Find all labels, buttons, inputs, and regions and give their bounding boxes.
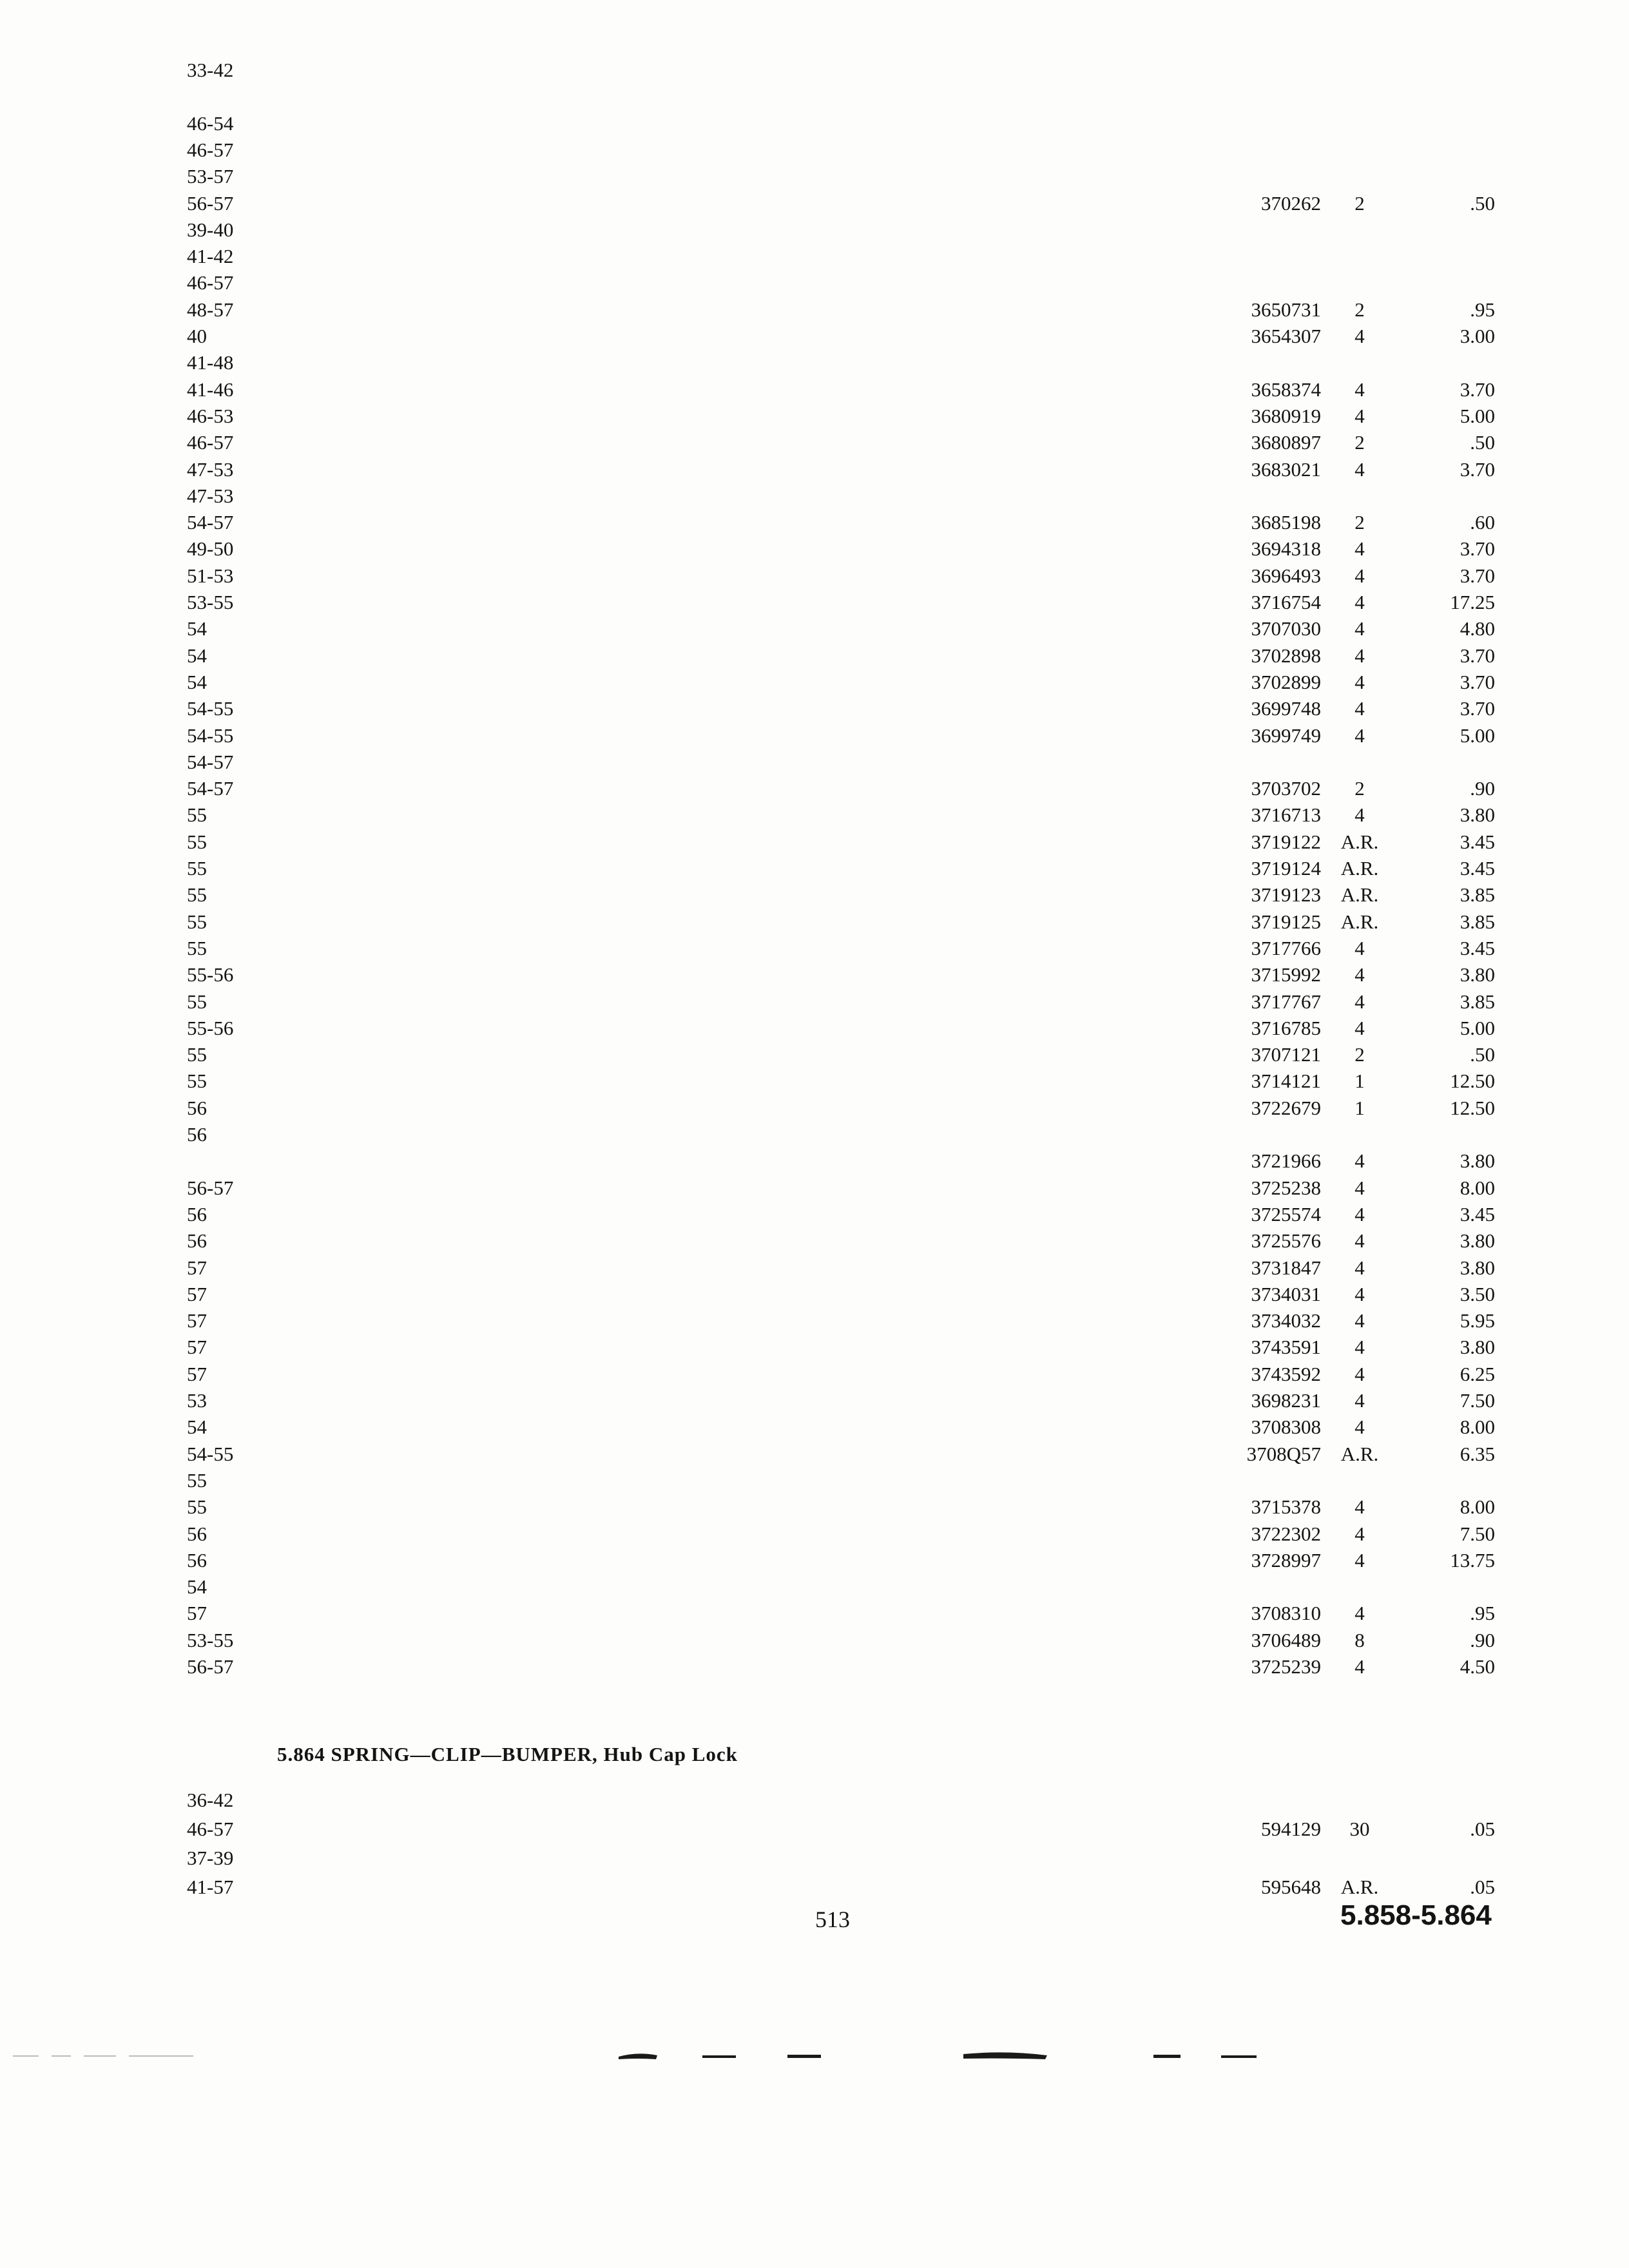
row-quantity: 2 <box>1354 511 1365 534</box>
row-quantity: 4 <box>1354 1522 1365 1545</box>
catalog-row <box>187 1121 1495 1148</box>
row-quantity: 4 <box>1354 1229 1365 1253</box>
row-part-number: 3716785 <box>1251 1016 1321 1039</box>
row-price: 3.70 <box>1460 644 1495 667</box>
row-quantity: 2 <box>1354 431 1365 454</box>
catalog-row <box>187 589 1495 615</box>
row-quantity: 4 <box>1354 1202 1365 1225</box>
row-years: 56 <box>187 1548 207 1571</box>
catalog-row <box>187 456 1495 483</box>
row-price: 8.00 <box>1460 1416 1495 1439</box>
catalog-row <box>187 216 1495 243</box>
row-years: 39-40 <box>187 218 234 241</box>
row-years: 55 <box>187 830 207 853</box>
row-quantity: 1 <box>1354 1070 1365 1093</box>
row-quantity: 4 <box>1354 697 1365 720</box>
catalog-row <box>187 57 1495 83</box>
catalog-row <box>187 1414 1495 1440</box>
row-part-number: 3716754 <box>1251 591 1321 613</box>
catalog-row <box>187 961 1495 988</box>
row-price: 3.45 <box>1460 936 1495 959</box>
row-quantity: 8 <box>1354 1628 1365 1651</box>
row-years: 54 <box>187 644 207 667</box>
catalog-row <box>187 749 1495 775</box>
row-part-number: 594129 <box>1261 1818 1321 1840</box>
row-quantity: 4 <box>1354 1362 1365 1385</box>
row-part-number: 3694318 <box>1251 537 1321 561</box>
row-price: 3.80 <box>1460 963 1495 986</box>
row-years: 37-39 <box>187 1847 234 1869</box>
catalog-row <box>187 163 1495 189</box>
catalog-row <box>187 1653 1495 1680</box>
row-price: .90 <box>1470 777 1495 800</box>
row-quantity: 4 <box>1354 378 1365 401</box>
row-price: 3.80 <box>1460 1229 1495 1253</box>
row-part-number: 3708310 <box>1251 1602 1321 1625</box>
row-part-number: 3699748 <box>1251 697 1321 720</box>
row-part-number: 3734032 <box>1251 1309 1321 1332</box>
row-quantity: 2 <box>1354 1043 1365 1066</box>
row-quantity: 4 <box>1354 564 1365 587</box>
catalog-row <box>187 1787 1495 1813</box>
row-quantity: 4 <box>1354 1602 1365 1625</box>
row-years: 57 <box>187 1336 207 1359</box>
row-part-number: 3680919 <box>1251 404 1321 427</box>
catalog-row <box>187 1175 1495 1201</box>
row-years: 33-42 <box>187 59 234 81</box>
row-part-number: 3719122 <box>1251 830 1321 853</box>
row-years: 57 <box>187 1282 207 1305</box>
row-price: 3.85 <box>1460 990 1495 1013</box>
row-price: .05 <box>1470 1818 1495 1840</box>
row-years: 57 <box>187 1309 207 1332</box>
row-quantity: 4 <box>1354 1309 1365 1332</box>
row-price: .50 <box>1470 431 1495 454</box>
row-part-number: 3658374 <box>1251 378 1321 401</box>
row-part-number: 3708Q57 <box>1246 1442 1321 1465</box>
catalog-row <box>187 137 1495 163</box>
catalog-row <box>187 908 1495 935</box>
row-years: 46-54 <box>187 111 234 135</box>
row-years: 54 <box>187 670 207 693</box>
catalog-row <box>187 1095 1495 1121</box>
row-years: 56 <box>187 1123 207 1146</box>
row-years: 54-55 <box>187 1442 234 1465</box>
row-price: .95 <box>1470 298 1495 321</box>
row-price: 3.70 <box>1460 670 1495 693</box>
row-quantity: A.R. <box>1340 1442 1379 1465</box>
row-years: 55 <box>187 803 207 827</box>
row-quantity: 4 <box>1354 1495 1365 1519</box>
catalog-row <box>187 1573 1495 1600</box>
row-years: 46-57 <box>187 138 234 161</box>
row-price: 3.80 <box>1460 1256 1495 1279</box>
row-price: .50 <box>1470 1043 1495 1066</box>
catalog-row <box>187 1627 1495 1653</box>
catalog-row <box>187 1281 1495 1307</box>
row-price: 3.45 <box>1460 857 1495 879</box>
row-part-number: 3706489 <box>1251 1628 1321 1651</box>
row-quantity: 4 <box>1354 1256 1365 1279</box>
row-price: .60 <box>1470 511 1495 534</box>
row-years: 56-57 <box>187 191 234 215</box>
row-price: .90 <box>1470 1628 1495 1651</box>
row-price: 3.80 <box>1460 803 1495 827</box>
row-part-number: 3685198 <box>1251 511 1321 534</box>
row-part-number: 3707030 <box>1251 617 1321 640</box>
catalog-row <box>187 935 1495 961</box>
row-part-number: 3702899 <box>1251 670 1321 693</box>
row-quantity: 2 <box>1354 777 1365 800</box>
row-years: 46-57 <box>187 431 234 454</box>
row-part-number: 3743592 <box>1251 1362 1321 1385</box>
section-heading: 5.864 SPRING—CLIP—BUMPER, Hub Cap Lock <box>277 1743 738 1765</box>
row-years: 41-46 <box>187 378 234 401</box>
row-price: .50 <box>1470 191 1495 215</box>
row-years: 57 <box>187 1602 207 1625</box>
row-price: 5.95 <box>1460 1309 1495 1332</box>
row-years: 54-57 <box>187 750 234 773</box>
row-price: 3.80 <box>1460 1149 1495 1173</box>
page-number: 513 <box>815 1907 850 1932</box>
row-price: 5.00 <box>1460 724 1495 747</box>
catalog-row <box>187 190 1495 216</box>
row-price: 5.00 <box>1460 1016 1495 1039</box>
row-price: 3.70 <box>1460 457 1495 481</box>
row-years: 57 <box>187 1362 207 1385</box>
catalog-row <box>187 1254 1495 1281</box>
row-years: 51-53 <box>187 564 234 587</box>
row-quantity: A.R. <box>1340 1876 1379 1898</box>
row-years: 55 <box>187 1495 207 1519</box>
row-price: 3.85 <box>1460 910 1495 933</box>
row-part-number: 3696493 <box>1251 564 1321 587</box>
catalog-row <box>187 775 1495 802</box>
catalog-row <box>187 695 1495 722</box>
row-years: 55 <box>187 1468 207 1492</box>
row-part-number: 3722679 <box>1251 1096 1321 1119</box>
row-price: 3.50 <box>1460 1282 1495 1305</box>
row-price: .05 <box>1470 1876 1495 1898</box>
row-quantity: 2 <box>1354 298 1365 321</box>
row-years: 46-53 <box>187 404 234 427</box>
catalog-row <box>187 1227 1495 1254</box>
row-part-number: 3715378 <box>1251 1495 1321 1519</box>
catalog-row <box>187 1874 1495 1900</box>
catalog-row <box>187 562 1495 589</box>
row-price: 3.70 <box>1460 378 1495 401</box>
row-part-number: 3725574 <box>1251 1202 1321 1225</box>
row-years: 47-53 <box>187 484 234 507</box>
row-years: 36-42 <box>187 1789 234 1811</box>
row-quantity: 4 <box>1354 644 1365 667</box>
row-part-number: 3702898 <box>1251 644 1321 667</box>
row-years: 56 <box>187 1522 207 1545</box>
row-quantity: 4 <box>1354 1176 1365 1199</box>
row-quantity: 4 <box>1354 1416 1365 1439</box>
row-quantity: 4 <box>1354 591 1365 613</box>
row-price: 7.50 <box>1460 1389 1495 1412</box>
catalog-row <box>187 509 1495 535</box>
catalog-row <box>187 1148 1495 1174</box>
catalog-row <box>187 1441 1495 1467</box>
catalog-row <box>187 110 1495 137</box>
row-part-number: 3725576 <box>1251 1229 1321 1253</box>
row-years: 54-57 <box>187 777 234 800</box>
row-quantity: 4 <box>1354 936 1365 959</box>
scan-smudges <box>0 2036 1629 2075</box>
row-price: 3.45 <box>1460 1202 1495 1225</box>
row-price: 4.50 <box>1460 1655 1495 1678</box>
catalog-row <box>187 1467 1495 1494</box>
row-years: 41-42 <box>187 245 234 268</box>
catalog-row <box>187 429 1495 456</box>
row-years: 41-57 <box>187 1876 234 1898</box>
catalog-row <box>187 243 1495 269</box>
row-quantity: 4 <box>1354 670 1365 693</box>
row-part-number: 3717766 <box>1251 936 1321 959</box>
catalog-row <box>187 349 1495 376</box>
row-part-number: 3680897 <box>1251 431 1321 454</box>
row-years: 55 <box>187 990 207 1013</box>
row-part-number: 3708308 <box>1251 1416 1321 1439</box>
row-years: 40 <box>187 325 207 347</box>
row-price: 5.00 <box>1460 404 1495 427</box>
catalog-row <box>187 483 1495 509</box>
catalog-row <box>187 1041 1495 1068</box>
row-years: 55 <box>187 936 207 959</box>
row-years: 54-57 <box>187 511 234 534</box>
row-quantity: 4 <box>1354 1282 1365 1305</box>
row-part-number: 3717767 <box>1251 990 1321 1013</box>
row-years: 55-56 <box>187 963 234 986</box>
row-years: 55-56 <box>187 1016 234 1039</box>
row-price: 3.45 <box>1460 830 1495 853</box>
catalog-row <box>187 722 1495 749</box>
row-quantity: 4 <box>1354 1016 1365 1039</box>
row-price: 13.75 <box>1450 1548 1495 1571</box>
row-years: 41-48 <box>187 351 234 374</box>
catalog-row <box>187 669 1495 695</box>
row-quantity: 4 <box>1354 537 1365 561</box>
row-part-number: 3707121 <box>1251 1043 1321 1066</box>
row-quantity: 4 <box>1354 1149 1365 1173</box>
row-price: 17.25 <box>1450 591 1495 613</box>
catalog-row <box>187 988 1495 1015</box>
catalog-row <box>187 1521 1495 1547</box>
row-price: 8.00 <box>1460 1495 1495 1519</box>
row-price: 3.00 <box>1460 325 1495 347</box>
row-years: 54 <box>187 617 207 640</box>
row-part-number: 3722302 <box>1251 1522 1321 1545</box>
row-price: 6.35 <box>1460 1442 1495 1465</box>
row-part-number: 370262 <box>1261 191 1321 215</box>
row-years: 46-57 <box>187 1818 234 1840</box>
row-price: 4.80 <box>1460 617 1495 640</box>
catalog-row <box>187 855 1495 881</box>
row-years: 46-57 <box>187 271 234 294</box>
catalog-row <box>187 1361 1495 1387</box>
row-years: 48-57 <box>187 298 234 321</box>
row-quantity: A.R. <box>1340 883 1379 907</box>
row-price: 3.70 <box>1460 564 1495 587</box>
row-years: 53-55 <box>187 591 234 613</box>
row-part-number: 3719124 <box>1251 857 1321 879</box>
catalog-row <box>187 1015 1495 1041</box>
row-quantity: 4 <box>1354 1548 1365 1571</box>
row-years: 56 <box>187 1096 207 1119</box>
row-price: .95 <box>1470 1602 1495 1625</box>
catalog-row <box>187 615 1495 642</box>
row-quantity: 30 <box>1349 1818 1370 1840</box>
catalog-row <box>187 1547 1495 1573</box>
row-price: 3.70 <box>1460 697 1495 720</box>
catalog-row <box>187 1845 1495 1871</box>
row-years: 55 <box>187 910 207 933</box>
catalog-row <box>187 535 1495 562</box>
row-quantity: A.R. <box>1340 910 1379 933</box>
row-part-number: 3719125 <box>1251 910 1321 933</box>
catalog-row <box>187 1334 1495 1360</box>
row-part-number: 3731847 <box>1251 1256 1321 1279</box>
row-price: 6.25 <box>1460 1362 1495 1385</box>
row-quantity: A.R. <box>1340 830 1379 853</box>
row-quantity: A.R. <box>1340 857 1379 879</box>
row-quantity: 4 <box>1354 1389 1365 1412</box>
catalog-row <box>187 296 1495 323</box>
row-quantity: 4 <box>1354 724 1365 747</box>
row-years: 56-57 <box>187 1655 234 1678</box>
row-years: 54 <box>187 1416 207 1439</box>
row-part-number: 3721966 <box>1251 1149 1321 1173</box>
row-price: 3.85 <box>1460 883 1495 907</box>
row-quantity: 4 <box>1354 963 1365 986</box>
row-part-number: 3734031 <box>1251 1282 1321 1305</box>
row-quantity: 2 <box>1354 191 1365 215</box>
row-years: 54-55 <box>187 697 234 720</box>
catalog-row <box>187 1494 1495 1520</box>
row-part-number: 3716713 <box>1251 803 1321 827</box>
row-part-number: 3683021 <box>1251 457 1321 481</box>
catalog-row <box>187 323 1495 349</box>
catalog-row <box>187 1201 1495 1227</box>
catalog-row <box>187 1068 1495 1094</box>
row-price: 12.50 <box>1450 1070 1495 1093</box>
catalog-row <box>187 802 1495 828</box>
catalog-row <box>187 1387 1495 1414</box>
catalog-row <box>187 269 1495 296</box>
row-part-number: 3725238 <box>1251 1176 1321 1199</box>
row-quantity: 4 <box>1354 803 1365 827</box>
row-part-number: 3743591 <box>1251 1336 1321 1359</box>
section-range: 5.858-5.864 <box>1340 1899 1492 1931</box>
row-quantity: 1 <box>1354 1096 1365 1119</box>
row-part-number: 3650731 <box>1251 298 1321 321</box>
row-price: 7.50 <box>1460 1522 1495 1545</box>
row-part-number: 595648 <box>1261 1876 1321 1898</box>
catalog-row <box>187 403 1495 429</box>
row-years: 56 <box>187 1229 207 1253</box>
row-part-number: 3714121 <box>1251 1070 1321 1093</box>
catalog-row <box>187 83 1495 110</box>
row-part-number: 3719123 <box>1251 883 1321 907</box>
row-years: 55 <box>187 1043 207 1066</box>
catalog-row <box>187 829 1495 855</box>
catalog-row <box>187 642 1495 669</box>
row-price: 3.80 <box>1460 1336 1495 1359</box>
row-years: 57 <box>187 1256 207 1279</box>
row-years: 47-53 <box>187 457 234 481</box>
row-years: 54-55 <box>187 724 234 747</box>
row-quantity: 4 <box>1354 990 1365 1013</box>
row-years: 55 <box>187 883 207 907</box>
row-part-number: 3725239 <box>1251 1655 1321 1678</box>
row-part-number: 3654307 <box>1251 325 1321 347</box>
row-part-number: 3715992 <box>1251 963 1321 986</box>
row-years: 55 <box>187 857 207 879</box>
row-price: 8.00 <box>1460 1176 1495 1199</box>
row-years: 56 <box>187 1202 207 1225</box>
row-years: 56-57 <box>187 1176 234 1199</box>
row-quantity: 4 <box>1354 1655 1365 1678</box>
row-quantity: 4 <box>1354 1336 1365 1359</box>
catalog-row <box>187 1816 1495 1842</box>
row-part-number: 3703702 <box>1251 777 1321 800</box>
catalog-row <box>187 881 1495 908</box>
row-price: 12.50 <box>1450 1096 1495 1119</box>
row-price: 3.70 <box>1460 537 1495 561</box>
row-years: 49-50 <box>187 537 234 561</box>
catalog-row <box>187 376 1495 403</box>
row-quantity: 4 <box>1354 325 1365 347</box>
row-quantity: 4 <box>1354 457 1365 481</box>
row-part-number: 3728997 <box>1251 1548 1321 1571</box>
row-part-number: 3699749 <box>1251 724 1321 747</box>
row-years: 55 <box>187 1070 207 1093</box>
row-quantity: 4 <box>1354 404 1365 427</box>
row-years: 53-55 <box>187 1628 234 1651</box>
row-years: 53-57 <box>187 165 234 188</box>
row-years: 53 <box>187 1389 207 1412</box>
catalog-row <box>187 1307 1495 1334</box>
row-part-number: 3698231 <box>1251 1389 1321 1412</box>
row-years: 54 <box>187 1575 207 1599</box>
row-quantity: 4 <box>1354 617 1365 640</box>
catalog-row <box>187 1600 1495 1626</box>
